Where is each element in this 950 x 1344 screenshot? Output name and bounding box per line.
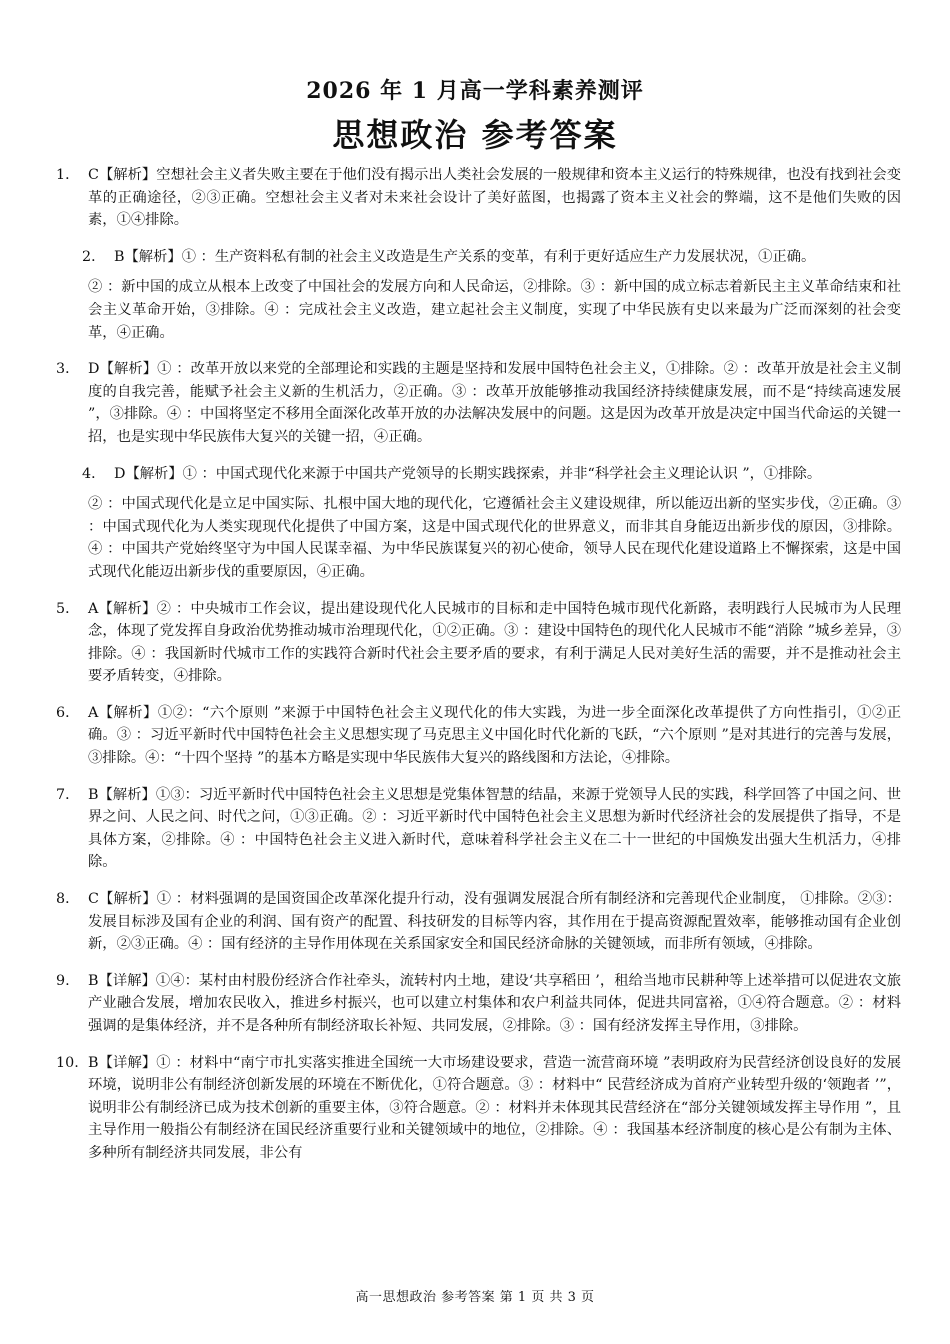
- answer-item-10: [56, 1052, 901, 1165]
- answer-text: D【解析】① ：中国式现代化来源于中国共产党领导的长期实践探索，并非“科学社会主义理论认识 ”，①排除。: [114, 465, 822, 482]
- answer-text: C【解析】空想社会主义者失败主要在于他们没有揭示出人类社会发展的一般规律和资本主义运行的特殊规律，也没有找到社会变革的正确途径，②③正确。空想社会主义者对未来社会设计了美好蓝图，也揭露了资本主义社会的弊端，这不是他们失败的因素，①④排除。: [88, 167, 901, 229]
- answer-text: D【解析】① ：改革开放以来党的全部理论和实践的主题是坚持和发展中国特色社会主义，①排除。② ：改革开放是社会主义制度的自我完善，能赋予社会主义新的生机活力，②正确。③ ：改革开放能够推动我国经济持续健康发展，而不是“持续高速发展 ”，③排除。④ ：中国将坚定不移用全面深化改革开放的办法解决发展中的问题。这是因为改革开放是决定中国当代命运的关键一招，也是实现中华民族伟大复兴的关键一招，④正确。: [88, 361, 901, 445]
- answers-body: [56, 164, 901, 1179]
- answer-item-9: [56, 970, 901, 1038]
- answer-key-title: 思想政治 参考答案: [332, 116, 618, 154]
- question-number: 6．: [56, 704, 80, 721]
- answer-text: B【详解】① ：材料中“南宁市扎实落实推进全国统一大市场建设要求，营造一流营商环境 ”表明政府为民营经济创设良好的发展环境，说明非公有制经济创新发展的环境在不断优化，①符合题意。③ ：材料中“ 民营经济成为首府产业转型升级的‘领跑者 ’”，说明非公有制经济已成为技术创新的重要主体，③符合题意。② ：材料并未体现其民营经济在“部分关键领域发挥主导作用 ”，且主导作用一般指公有制经济在国民经济重要行业和关键领域中的地位，②排除。④ ：我国基本经济制度的核心是公有制为主体、多种所有制经济共同发展，非公有: [88, 1054, 901, 1161]
- page-footer: 高一思想政治 参考答案 第 1 页 共 3 页: [355, 1290, 595, 1305]
- answer-text: B【解析】①③：习近平新时代中国特色社会主义思想是党集体智慧的结晶，来源于党领导人民的实践，科学回答了中国之问、世界之问、人民之问、时代之问，①③正确。② ：习近平新时代中国特色社会主义思想为新时代经济社会的发展提供了指导，不是具体方案，②排除。④ ：中国特色社会主义进入新时代，意味着科学社会主义在二十一世纪的中国焕发出强大生机活力，④排除。: [88, 786, 901, 871]
- answer-text: A【解析】①②：“六个原则 ”来源于中国特色社会主义现代化的伟大实践，为进一步全面深化改革提供了方向性指引，①②正确。③ ：习近平新时代中国特色社会主义思想实现了马克思主义中国化时代化新的飞跃，“六个原则 ”是对其进行的完善与发展，③排除。④：“十四个坚持 ”的基本方略是实现中华民族伟大复兴的路线图和方法论，④排除。: [88, 704, 901, 767]
- question-number: 10.: [56, 1054, 79, 1071]
- answer-continuation-4: ② ：中国式现代化是立足中国实际、扎根中国大地的现代化，它遵循社会主义建设规律，所以能迈出新的坚实步伐，②正确。③ ：中国式现代化为人类实现现代化提供了中国方案，这是中国式现代化的世界意义，而非其自身能迈出新步伐的原因，③排除。④ ：中国共产党始终坚守为中国人民谋幸福、为中华民族谋复兴的初心使命，领导人民在现代化建设道路上不懈探索，这是中国式现代化能迈出新步伐的重要原因，④正确。: [88, 496, 901, 580]
- exam-title: 2026 年 1 月高一学科素养测评: [306, 78, 644, 104]
- answer-item-2: [56, 246, 901, 269]
- answer-item-3: [56, 358, 901, 448]
- question-number: 1．: [56, 167, 80, 183]
- answer-item-8: [56, 888, 901, 956]
- answer-item-5: [56, 598, 901, 688]
- answer-item-6: [56, 702, 901, 770]
- question-number: 5．: [56, 600, 80, 617]
- question-number: 3．: [56, 361, 80, 378]
- question-number: 2．: [82, 248, 106, 265]
- answer-item-4: [56, 463, 901, 486]
- answer-text: A【解析】② ：中央城市工作会议，提出建设现代化人民城市的目标和走中国特色城市现代化新路，表明践行人民城市为人民理念，体现了党发挥自身政治优势推动城市治理现代化，①②正确。③ ：建设中国特色的现代化人民城市不能“消除 ”城乡差异，③排除。④ ：我国新时代城市工作的实践符合新时代社会主要矛盾的要求，有利于满足人民对美好生活的需要，并不是推动社会主要矛盾转变，④排除。: [88, 600, 901, 685]
- answer-item-7: [56, 784, 901, 874]
- question-number: 8．: [56, 891, 80, 908]
- answer-text: B【解析】① ：生产资料私有制的社会主义改造是生产关系的变革，有利于更好适应生产力发展状况，①正确。: [114, 248, 816, 265]
- answer-continuation-2: ② ：新中国的成立从根本上改变了中国社会的发展方向和人民命运，②排除。③ ：新中国的成立标志着新民主主义革命结束和社会主义革命开始，③排除。④ ：完成社会主义改造，建立起社会主义制度，实现了中华民族有史以来最为广泛而深刻的社会变革，④正确。: [88, 279, 901, 341]
- answer-item-1: [56, 164, 901, 232]
- answer-text: B【详解】①④：某村由村股份经济合作社牵头，流转村内土地，建设‘共享稻田 ’，租给当地市民耕种等上述举措可以促进农文旅产业融合发展，增加农民收入，推进乡村振兴，也可以建立村集体和农户利益共同体，促进共同富裕，①④符合题意。② ：材料强调的是集体经济，并不是各种所有制经济取长补短、共同发展，②排除。③ ：国有经济发挥主导作用，③排除。: [88, 972, 901, 1034]
- question-number: 9.: [56, 972, 70, 989]
- answer-text: C【解析】① ：材料强调的是国资国企改革深化提升行动，没有强调发展混合所有制经济和完善现代企业制度， ①排除。②③：发展目标涉及国有企业的利润、国有资产的配置、科技研发的目标等内容，其作用在于提高资源配置效率，能够推动国有企业创新，②③正确。④ ：国有经济的主导作用体现在关系国家安全和国民经济命脉的关键领域，而非所有领域，④排除。: [88, 891, 901, 953]
- question-number: 7．: [56, 786, 80, 803]
- question-number: 4．: [82, 465, 106, 482]
